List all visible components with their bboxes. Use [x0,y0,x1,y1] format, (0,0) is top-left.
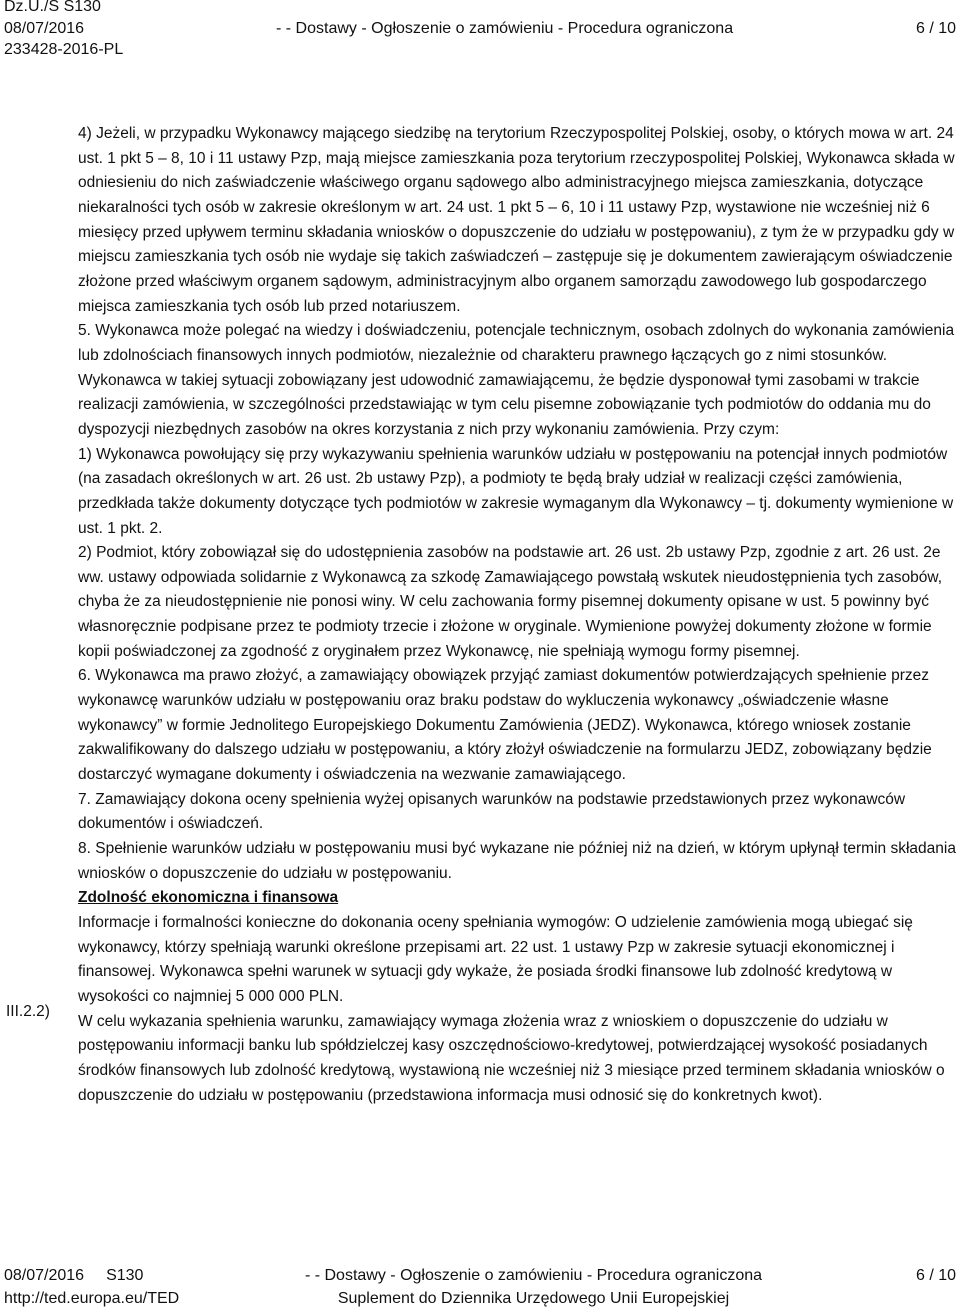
header-doc-ref: Dz.U./S S130 [4,0,101,15]
header-title: - - Dostawy - Ogłoszenie o zamówieniu - Procedura ograniczona [276,20,734,37]
footer-subtitle: Suplement do Dziennika Urzędowego Unii Europejskiej [337,1290,730,1307]
footer-left [4,1264,179,1310]
header-page-number: 6 / 10 [915,20,956,37]
footer-doc-ref: S130 [106,1267,144,1284]
paragraph: 1) Wykonawca powołujący się przy wykazywaniu spełnienia warunków udziału w postępowaniu na potencjał innych podmiotów (na zasadach określonych w art. 26 ust. 2b ustawy Pzp), a podmioty te będą brały udział w realizacji części zamówienia, przedkłada także dokumenty dotyczące tych podmiotów w zakresie wymaganym dla Wykonawcy – tj. dokumenty wymienione w ust. 1 pkt. 2. [78,445,954,537]
header-notice-id: 233428-2016-PL [4,41,124,58]
header-left [4,0,123,61]
paragraph: 6. Wykonawca ma prawo złożyć, a zamawiający obowiązek przyjąć zamiast dokumentów potwierdzających spełnienie przez wykonawcę warunków udziału w postępowaniu oraz braku podstaw do wykluczenia wykonawcy „oświadczenie własne wykonawcy” w formie Jednolitego Europejskiego Dokumentu Zamówienia (JEDZ). Wykonawca, którego wniosek zostanie zakwalifikowany do dalszego udziału w postępowaniu, a który złożył oświadczenie na formularzu JEDZ, zobowiązany będzie dostarczyć wymagane dokumenty i oświadczenia na wezwanie zamawiającego. [78,667,932,784]
paragraph: 8. Spełnienie warunków udziału w postępowaniu musi być wykazane nie później niż na dzień, w którym upłynął termin składania wniosków o dopuszczenie do udziału w postępowaniu. [78,840,956,882]
footer-center [276,1264,791,1310]
section-title: Zdolność ekonomiczna i finansowa [78,889,339,907]
page-body [78,122,958,1108]
footer-url: http://ted.europa.eu/TED [4,1290,180,1307]
paragraph: 5. Wykonawca może polegać na wiedzy i doświadczeniu, potencjale technicznym, osobach zdolnych do wykonania zamówienia lub zdolnościach finansowych innych podmiotów, niezależnie od charakteru prawnego łączących go z nimi stosunków. Wykonawca w takiej sytuacji zobowiązany jest udowodnić zamawiającemu, że będzie dysponował tymi zasobami w trakcie realizacji zamówienia, w szczególności przedstawiając w tym celu pisemne zobowiązanie tych podmiotów do oddania mu do dyspozycji niezbędnych zasobów na okres korzystania z nich przy wykonaniu zamówienia. Przy czym: [78,322,955,438]
paragraph: Informacje i formalności konieczne do dokonania oceny spełniania wymogów: O udzielenie zamówienia mogą ubiegać się wykonawcy, którzy spełniają warunki określone przepisami art. 22 ust. 1 ustawy Pzp w zakresie sytuacji ekonomicznej i finansowej. Wykonawca spełni warunek w sytuacji gdy wykaże, że posiada środki finansowe lub zdolność kredytową w wysokości co najmniej 5 000 000 PLN. [78,914,913,1005]
page-header [0,0,960,66]
footer-page-number: 6 / 10 [915,1267,956,1284]
paragraph: 4) Jeżeli, w przypadku Wykonawcy mającego siedzibę na terytorium Rzeczypospolitej Polskiej, osoby, o których mowa w art. 24 ust. 1 pkt 5 – 8, 10 i 11 ustawy Pzp, mają miejsce zamieszkania poza terytorium rzeczypospolitej Polskiej, Wykonawca składa w odniesieniu do nich zaświadczenie właściwego organu sądowego albo administracyjnego miejsca zamieszkania, dotyczące niekaralności tych osób w zakresie określonym w art. 24 ust. 1 pkt 5 – 6, 10 i 11 ustawy Pzp, wystawione nie wcześniej niż 6 miesięcy przed upływem terminu składania wniosków o dopuszczenie do udziału w postępowaniu), z tym że w przypadku gdy w miejscu zamieszkania tych osób nie wydaje się takich zaświadczeń – zastępuje się je dokumentem zawierającym oświadczenie złożone przed właściwym organem sądowym, administracyjnym albo organem samorządu zawodowego lub gospodarczego miejsca zamieszkania tych osób lub przed notariuszem. [78,125,955,315]
footer-date: 08/07/2016 [4,1267,85,1284]
paragraph: W celu wykazania spełnienia warunku, zamawiający wymaga złożenia wraz z wnioskiem o dopuszczenie do udziału w postępowaniu informacji banku lub spółdzielczej kasy oszczędnościowo-kredytowej, potwierdzającej wysokość posiadanych środków finansowych lub zdolność kredytową, wystawioną nie wcześniej niż 3 miesiące przed terminem składania wniosków o dopuszczenie do udziału w postępowaniu (przedstawiona informacja musi odnosić się do konkretnych kwot). [78,1012,945,1104]
paragraph: 7. Zamawiający dokona oceny spełnienia wyżej opisanych warunków na podstawie przedstawionych przez wykonawców dokumentów i oświadczeń. [78,790,906,833]
header-date: 08/07/2016 [4,19,85,37]
footer-title: - - Dostawy - Ogłoszenie o zamówieniu - Procedura ograniczona [304,1267,763,1284]
section-number: III.2.2) [6,1003,50,1020]
page-footer [0,1264,960,1311]
paragraph: 2) Podmiot, który zobowiązał się do udostępnienia zasobów na podstawie art. 26 ust. 2b ustawy Pzp, zgodnie z art. 26 ust. 2e ww. ustawy odpowiada solidarnie z Wykonawcą za szkodę Zamawiającego powstałą wskutek nieudostępnienia tych zasobów, chyba że za nieudostępnienie nie ponosi winy. W celu zachowania formy pisemnej dokumenty opisane w ust. 5 powinny być własnoręcznie podpisane przez te podmioty trzecie i złożone w oryginale. Wymienione powyżej dokumenty złożone w formie kopii poświadczonej za zgodność z oryginałem przez Wykonawcę, nie spełniają wymogu formy pisemnej. [78,544,943,660]
